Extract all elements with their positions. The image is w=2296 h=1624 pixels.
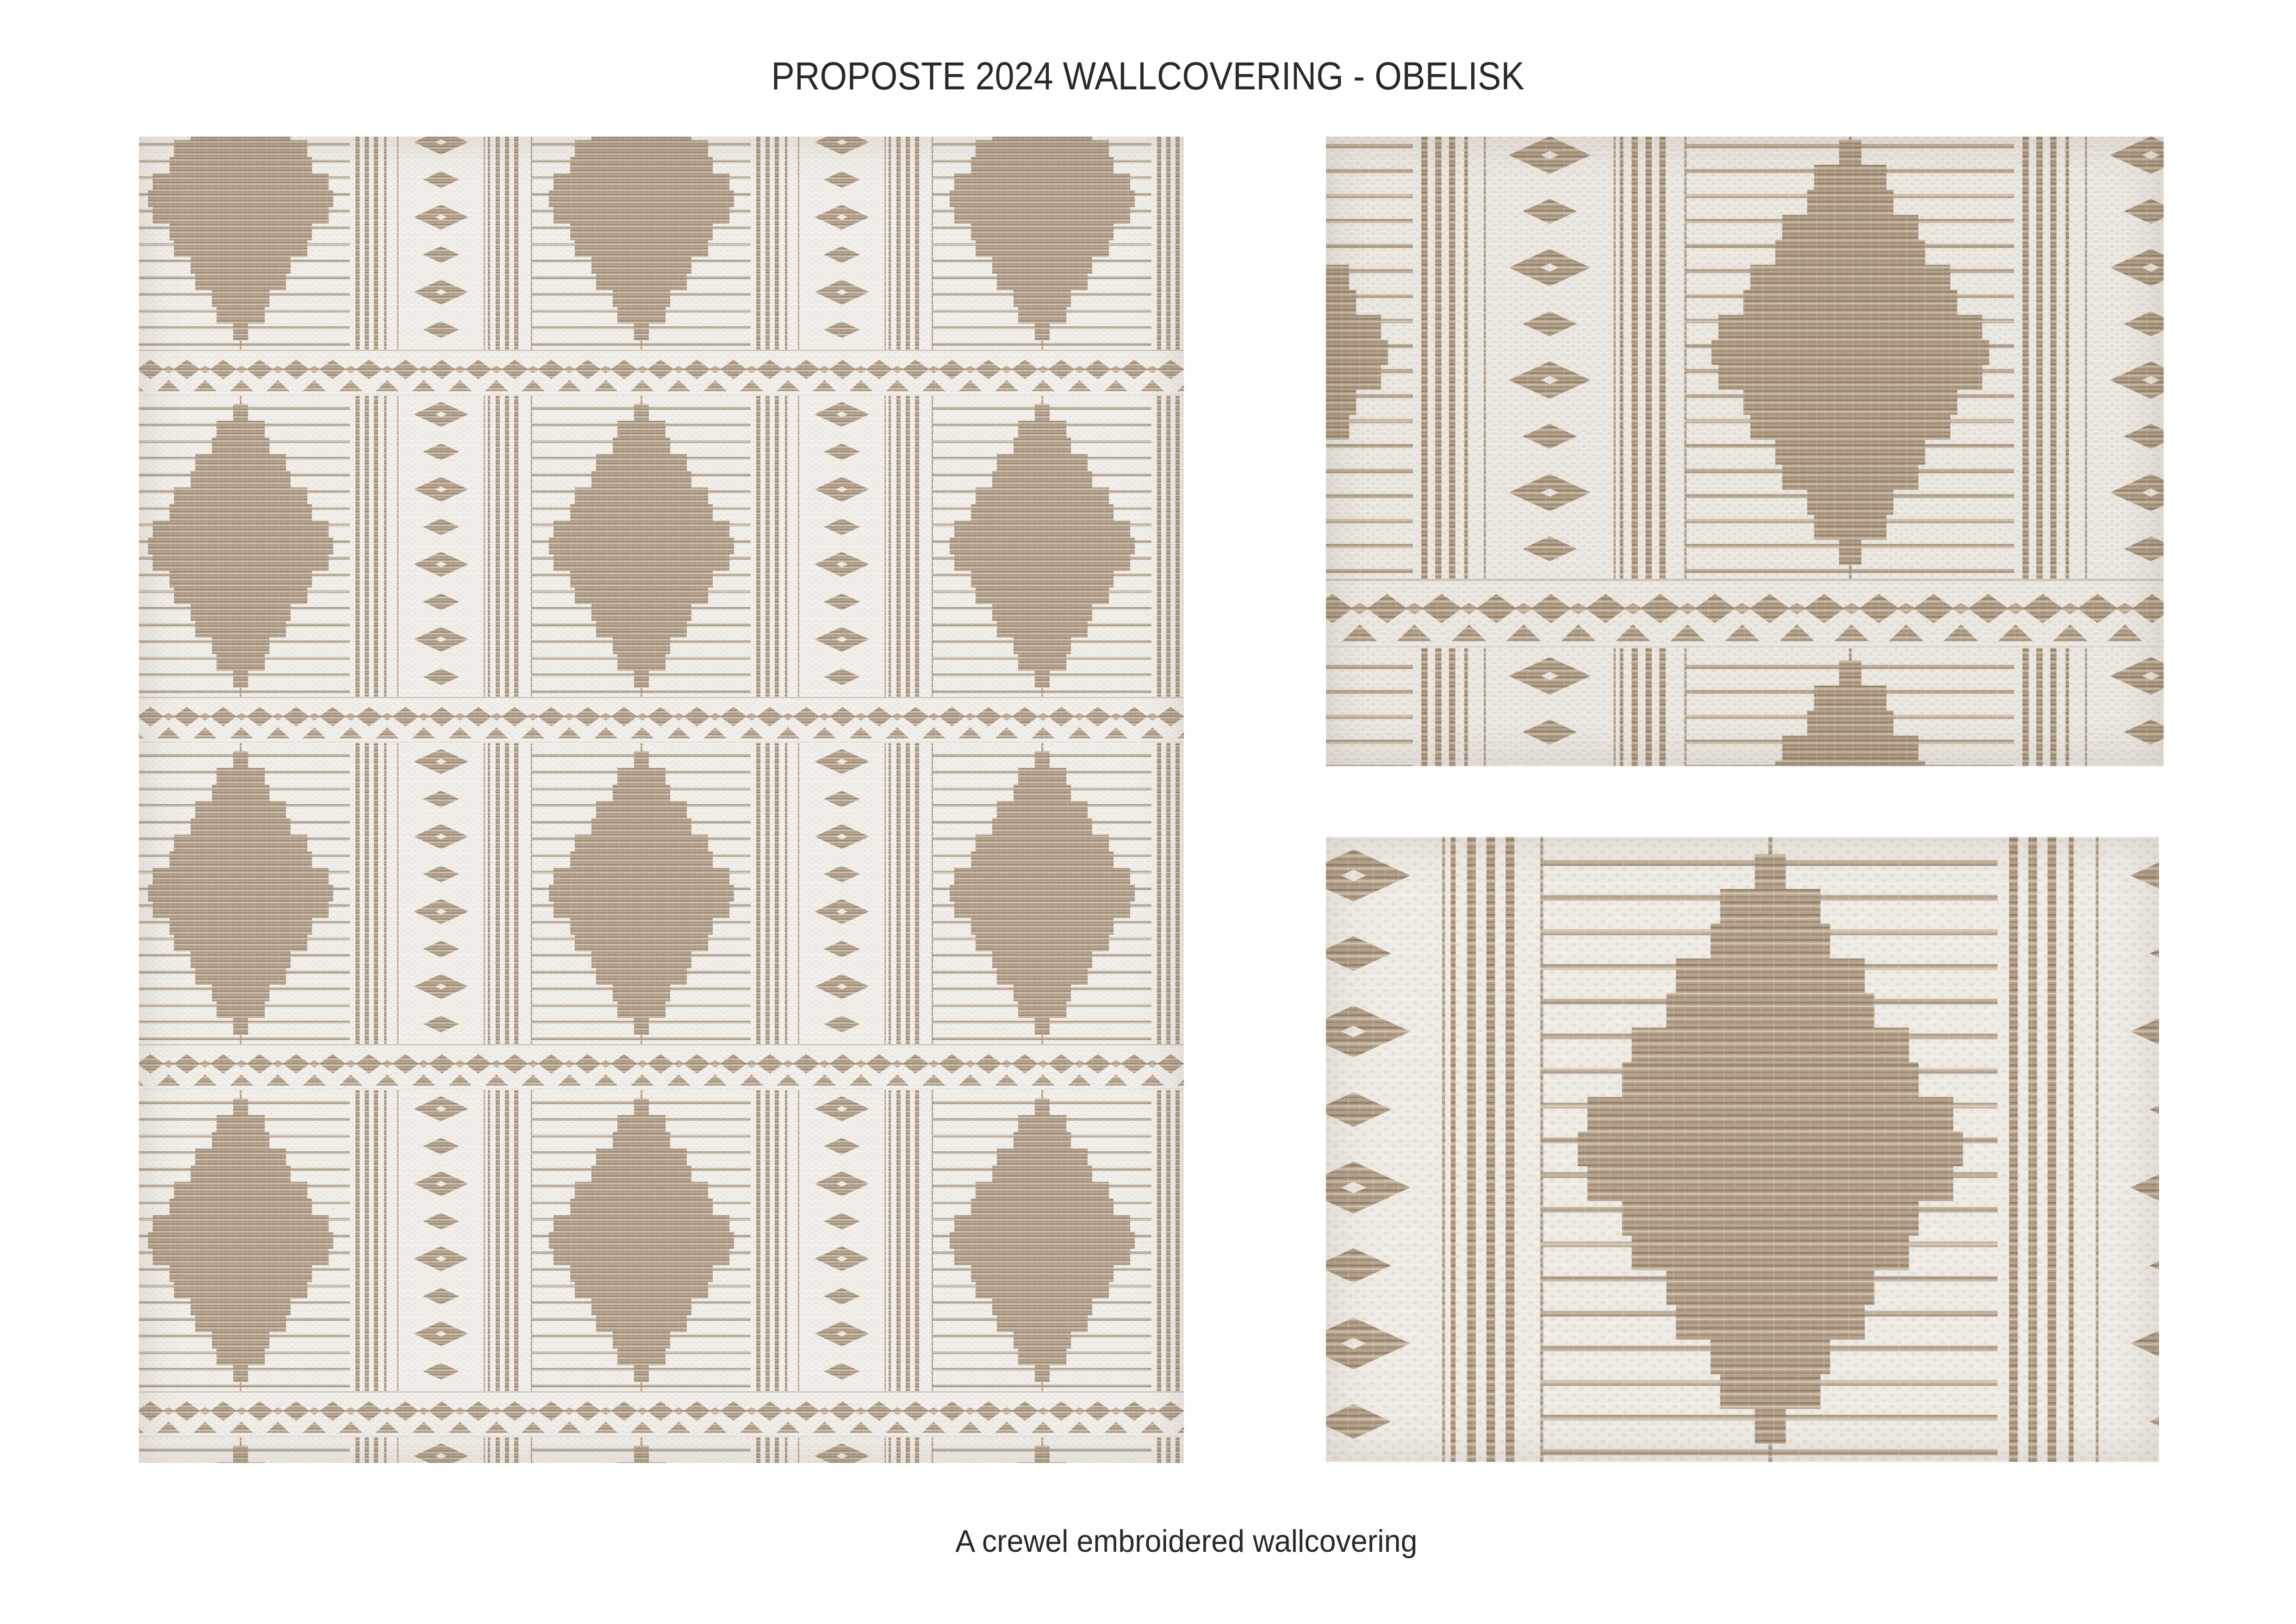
swatch-photo-detail-close [1326,837,2159,1462]
page-title [0,55,2296,97]
swatch-photo-full-pattern [139,137,1184,1463]
caption-text: A crewel embroidered wallcovering [955,1524,1418,1559]
swatch-photo-detail-medium [1326,137,2164,766]
fabric-svg-detail-medium [1326,137,2164,766]
fabric-fill-full [139,137,1184,1463]
fabric-fill-detail-close [1326,837,2159,1462]
caption [77,1524,2296,1559]
page-title-text: PROPOSTE 2024 WALLCOVERING - OBELISK [771,54,1525,98]
fabric-svg-detail-close [1326,837,2159,1462]
fabric-svg-full [139,137,1184,1463]
fabric-fill-detail-medium [1326,137,2164,766]
